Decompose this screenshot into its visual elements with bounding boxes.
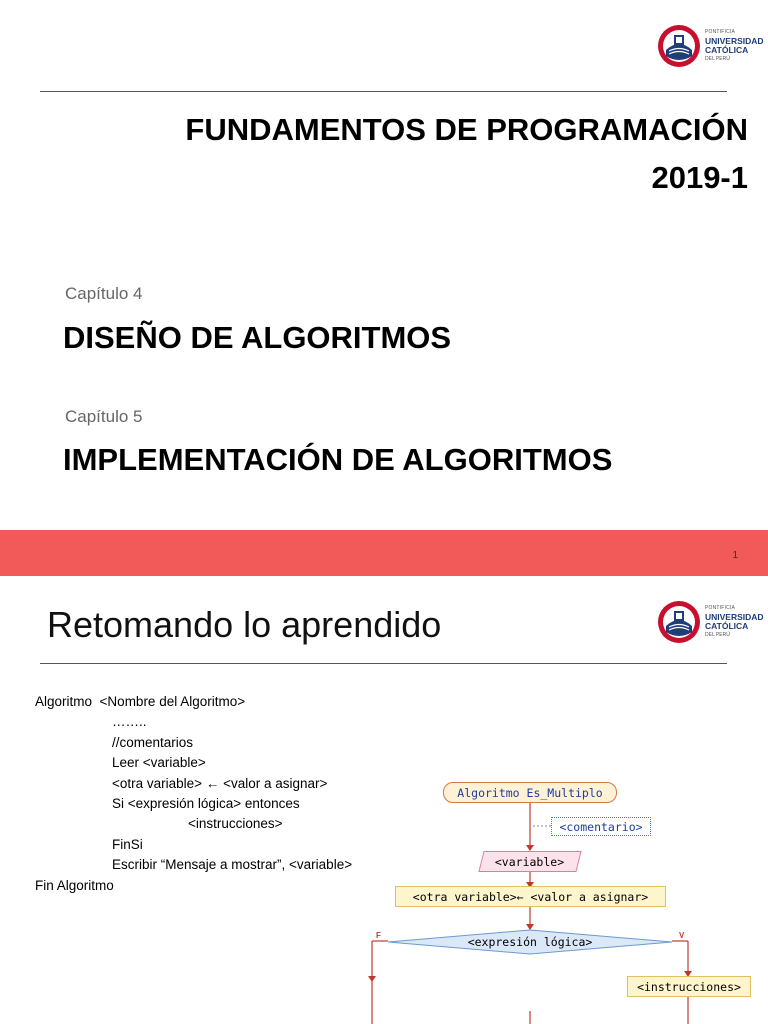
logo-line-3: CATÓLICA [705, 45, 749, 55]
flowchart-assign: <otra variable>← <valor a asignar> [395, 886, 666, 907]
flowchart-comment: <comentario> [551, 817, 651, 836]
pseudo-line-2: …….. [112, 714, 147, 730]
logo-line-4: DEL PERÚ [705, 632, 730, 638]
pseudo-assign-left: <otra variable> [112, 775, 203, 791]
course-title: FUNDAMENTOS DE PROGRAMACIÓN [185, 112, 748, 147]
pseudo-keyword: Algoritmo [35, 694, 93, 709]
pseudo-assign-right: <valor a asignar> [223, 775, 328, 791]
logo-line-3: CATÓLICA [705, 621, 749, 631]
true-branch-label: V [679, 931, 685, 940]
pseudo-line-6: Si <expresión lógica> entonces [112, 796, 300, 812]
logo-line-2: UNIVERSIDAD [705, 36, 764, 46]
flowchart-connectors [0, 586, 768, 1024]
flowchart-start: Algoritmo Es_Multiplo [443, 782, 617, 803]
logo-line-1: PONTIFICIA [705, 605, 736, 611]
chapter-4-label: Capítulo 4 [65, 284, 143, 303]
chapter-5-label: Capítulo 5 [65, 407, 143, 426]
flowchart-read [478, 851, 581, 872]
slide-2-title: Retomando lo aprendido [47, 604, 442, 645]
pseudo-algorithm-name: <Nombre del Algoritmo> [99, 694, 246, 709]
page-number: 1 [732, 550, 738, 561]
slide-2 [0, 586, 768, 1024]
slide-gap [0, 576, 768, 586]
pseudo-line-10: Fin Algoritmo [35, 877, 114, 893]
logo-line-4: DEL PERÚ [705, 56, 730, 62]
pucp-logo [657, 24, 764, 68]
chapter-4-title: DISEÑO DE ALGORITMOS [63, 320, 452, 355]
footer-accent-bar [0, 530, 768, 576]
assign-arrow-icon: ← [205, 775, 220, 791]
chapter-5-title: IMPLEMENTACIÓN DE ALGORITMOS [63, 442, 613, 477]
semester: 2019-1 [651, 160, 748, 195]
flowchart-read-label: <variable> [495, 854, 565, 869]
logo-line-1: PONTIFICIA [705, 29, 736, 35]
false-branch-label: F [376, 931, 381, 940]
pseudo-line-8: FinSi [112, 836, 143, 852]
pseudo-line-9: Escribir “Mensaje a mostrar”, <variable> [112, 857, 353, 873]
pseudo-line-4: Leer <variable> [112, 755, 206, 771]
pseudo-line-7: <instrucciones> [188, 816, 283, 832]
logo-line-2: UNIVERSIDAD [705, 612, 764, 622]
pseudo-line-3: //comentarios [112, 734, 194, 750]
pucp-seal-icon [657, 24, 701, 68]
flowchart-decision-label: <expresión lógica> [467, 935, 593, 949]
header-divider [40, 91, 727, 92]
flowchart-instructions: <instrucciones> [627, 976, 751, 997]
